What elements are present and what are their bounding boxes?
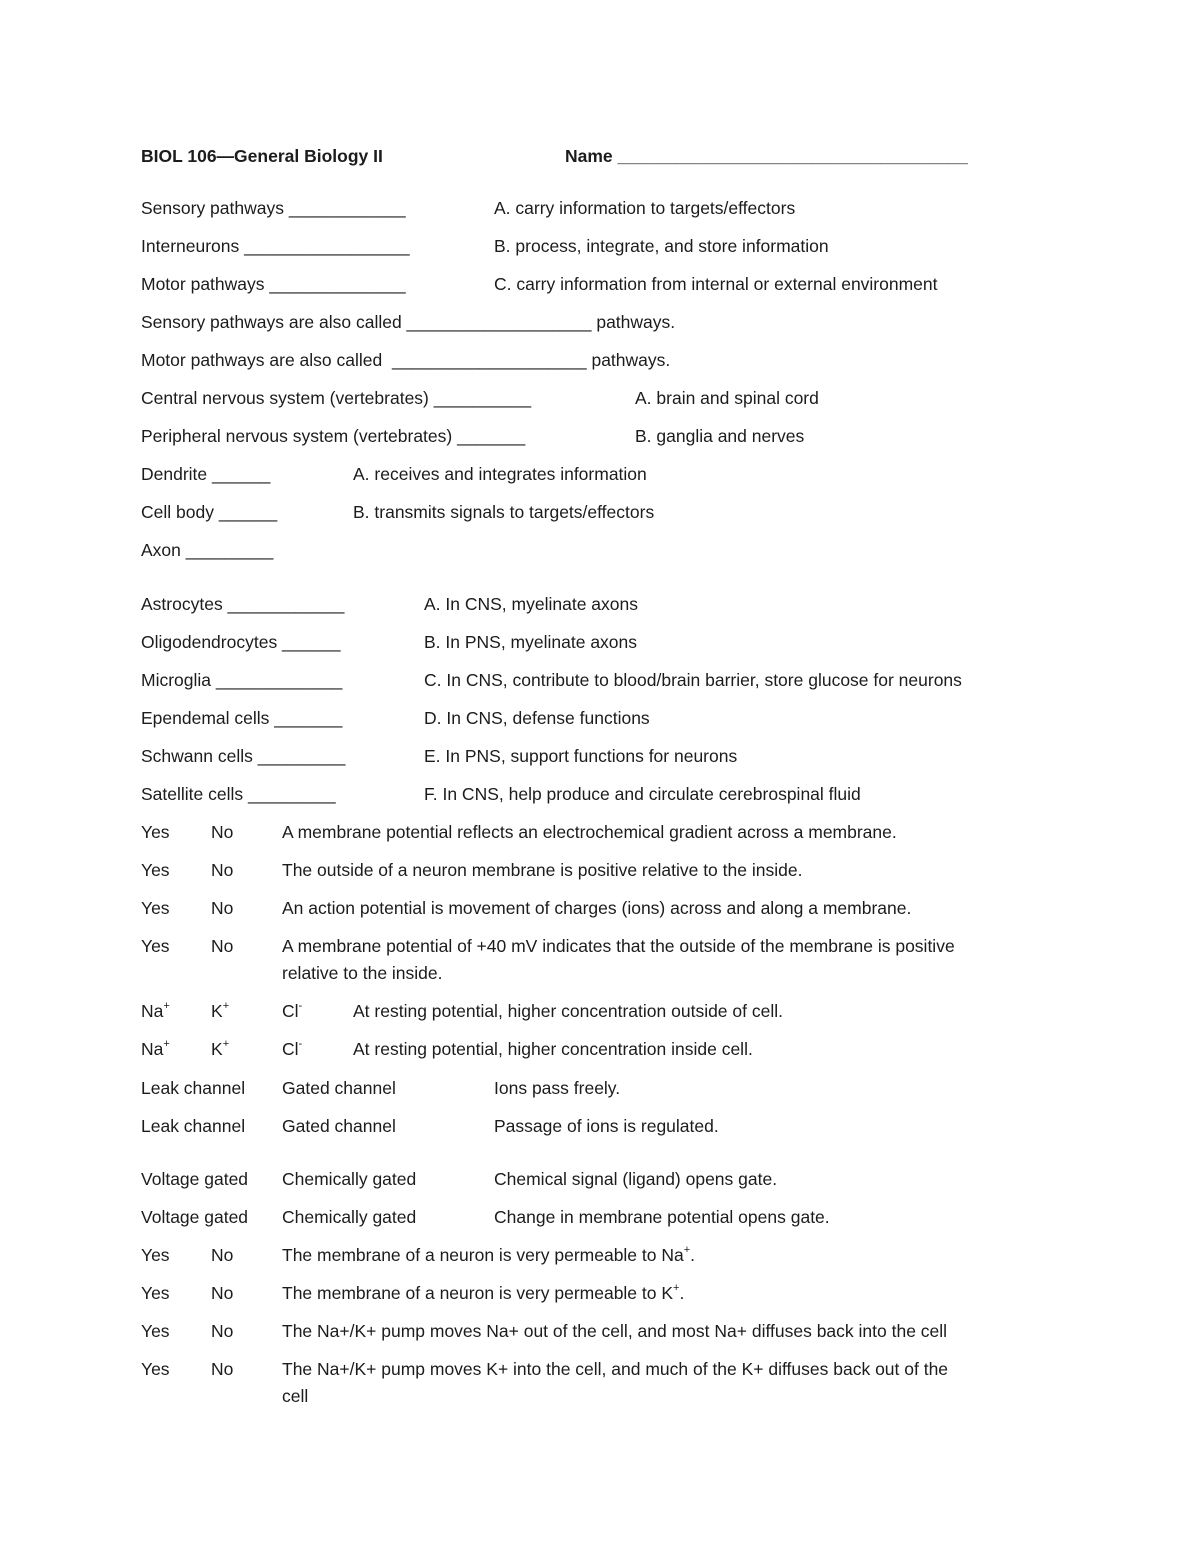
- yes-option[interactable]: Yes: [141, 1245, 170, 1265]
- yes-option[interactable]: Yes: [141, 860, 170, 880]
- leak-channel-option[interactable]: Leak channel: [141, 1116, 246, 1136]
- match-term: Dendrite ______: [141, 464, 271, 484]
- yes-option[interactable]: Yes: [141, 1321, 170, 1341]
- yes-no-question: The Na+/K+ pump moves K+ into the cell, and much of the K+ diffuses back out of the: [282, 1359, 949, 1379]
- match-term: Ependemal cells _______: [141, 708, 343, 728]
- ion-option-cl[interactable]: Cl-: [282, 1000, 303, 1021]
- match-term: Astrocytes ____________: [141, 594, 345, 614]
- match-term: Sensory pathways ____________: [141, 198, 406, 218]
- match-term: Microglia _____________: [141, 670, 343, 690]
- channel-question: Ions pass freely.: [494, 1078, 621, 1098]
- ion-option-k[interactable]: K+: [211, 1000, 230, 1021]
- no-option[interactable]: No: [211, 1359, 234, 1379]
- match-option: D. In CNS, defense functions: [424, 708, 650, 728]
- yes-no-question: An action potential is movement of charges (ions) across and along a membrane.: [282, 898, 912, 918]
- yes-option[interactable]: Yes: [141, 898, 170, 918]
- yes-option[interactable]: Yes: [141, 822, 170, 842]
- match-term: Satellite cells _________: [141, 784, 336, 804]
- match-term: Interneurons _________________: [141, 236, 410, 256]
- yes-no-question: A membrane potential reflects an electrochemical gradient across a membrane.: [282, 822, 897, 842]
- ion-option-na[interactable]: Na+: [141, 1038, 170, 1059]
- match-term: Axon _________: [141, 540, 274, 560]
- match-option: F. In CNS, help produce and circulate cerebrospinal fluid: [424, 784, 861, 804]
- chemically-gated-option[interactable]: Chemically gated: [282, 1169, 417, 1189]
- match-option: A. carry information to targets/effectors: [494, 198, 796, 218]
- yes-no-question-cont: relative to the inside.: [282, 963, 443, 983]
- match-option: A. In CNS, myelinate axons: [424, 594, 638, 614]
- course-title: BIOL 106—General Biology II: [141, 146, 383, 166]
- leak-channel-option[interactable]: Leak channel: [141, 1078, 246, 1098]
- yes-option[interactable]: Yes: [141, 1359, 170, 1379]
- match-term: Schwann cells _________: [141, 746, 346, 766]
- yes-no-question: The Na+/K+ pump moves Na+ out of the cell, and most Na+ diffuses back into the cell: [282, 1321, 948, 1341]
- ion-question: At resting potential, higher concentration inside cell.: [353, 1039, 753, 1059]
- ion-option-k[interactable]: K+: [211, 1038, 230, 1059]
- fill-in-question: Motor pathways are also called ____________________ pathways.: [141, 350, 671, 370]
- yes-no-question: The outside of a neuron membrane is positive relative to the inside.: [282, 860, 803, 880]
- match-option: B. process, integrate, and store information: [494, 236, 829, 256]
- yes-no-question-cont: cell: [282, 1386, 309, 1406]
- yes-no-question: The membrane of a neuron is very permeable to Na+.: [282, 1244, 696, 1265]
- voltage-gated-option[interactable]: Voltage gated: [141, 1169, 249, 1189]
- voltage-gated-option[interactable]: Voltage gated: [141, 1207, 249, 1227]
- match-term: Cell body ______: [141, 502, 278, 522]
- ion-option-na[interactable]: Na+: [141, 1000, 170, 1021]
- no-option[interactable]: No: [211, 898, 234, 918]
- yes-no-question: A membrane potential of +40 mV indicates that the outside of the membrane is positive: [282, 936, 955, 956]
- match-option: C. carry information from internal or external environment: [494, 274, 938, 294]
- channel-question: Passage of ions is regulated.: [494, 1116, 719, 1136]
- no-option[interactable]: No: [211, 1321, 234, 1341]
- ion-option-cl[interactable]: Cl-: [282, 1038, 303, 1059]
- gated-channel-option[interactable]: Gated channel: [282, 1116, 396, 1136]
- no-option[interactable]: No: [211, 1283, 234, 1303]
- fill-in-question: Sensory pathways are also called ___________________ pathways.: [141, 312, 676, 332]
- match-option: E. In PNS, support functions for neurons: [424, 746, 738, 766]
- match-option: A. brain and spinal cord: [635, 388, 819, 408]
- gated-channel-option[interactable]: Gated channel: [282, 1078, 396, 1098]
- match-option: B. ganglia and nerves: [635, 426, 805, 446]
- chemically-gated-option[interactable]: Chemically gated: [282, 1207, 417, 1227]
- yes-no-question: The membrane of a neuron is very permeable to K+.: [282, 1282, 685, 1303]
- match-term: Central nervous system (vertebrates) __________: [141, 388, 532, 408]
- yes-option[interactable]: Yes: [141, 1283, 170, 1303]
- match-option: B. In PNS, myelinate axons: [424, 632, 638, 652]
- no-option[interactable]: No: [211, 1245, 234, 1265]
- ion-question: At resting potential, higher concentration outside of cell.: [353, 1001, 783, 1021]
- match-term: Peripheral nervous system (vertebrates) _______: [141, 426, 526, 446]
- name-field-label: Name ____________________________________: [565, 146, 968, 166]
- no-option[interactable]: No: [211, 822, 234, 842]
- match-option: A. receives and integrates information: [353, 464, 647, 484]
- gate-question: Chemical signal (ligand) opens gate.: [494, 1169, 778, 1189]
- gate-question: Change in membrane potential opens gate.: [494, 1207, 830, 1227]
- match-option: B. transmits signals to targets/effectors: [353, 502, 655, 522]
- match-term: Motor pathways ______________: [141, 274, 406, 294]
- match-option: C. In CNS, contribute to blood/brain barrier, store glucose for neurons: [424, 670, 962, 690]
- no-option[interactable]: No: [211, 860, 234, 880]
- match-term: Oligodendrocytes ______: [141, 632, 341, 652]
- no-option[interactable]: No: [211, 936, 234, 956]
- yes-option[interactable]: Yes: [141, 936, 170, 956]
